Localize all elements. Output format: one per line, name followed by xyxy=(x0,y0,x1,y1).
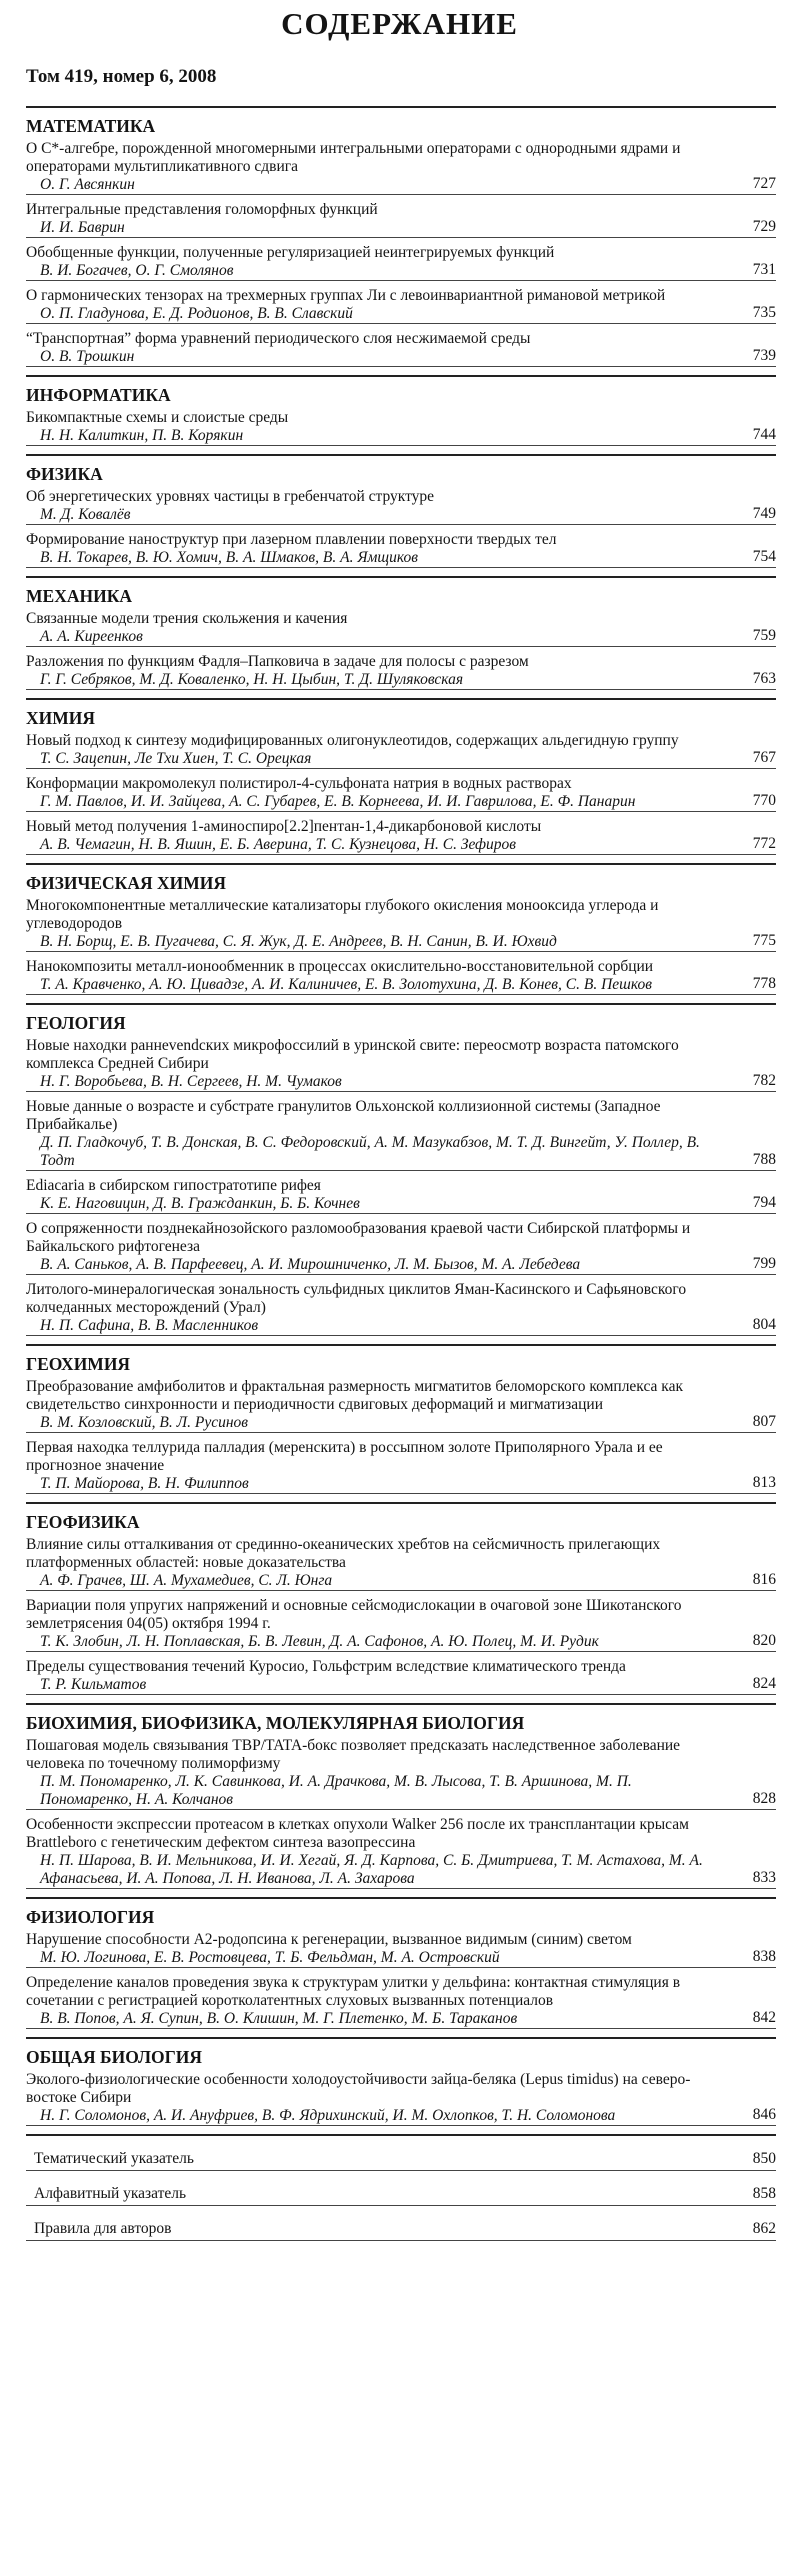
toc-entry xyxy=(26,653,776,690)
section xyxy=(26,375,776,446)
page-number: 833 xyxy=(752,1869,776,1886)
article-authors: В. Н. Борщ, Е. В. Пугачева, С. Я. Жук, Д. Е. Андреев, В. Н. Санин, В. И. Юхвид xyxy=(26,933,776,952)
toc-entry xyxy=(26,958,776,995)
section xyxy=(26,1703,776,1889)
page-number: 759 xyxy=(752,627,776,644)
page-number: 749 xyxy=(752,505,776,522)
section xyxy=(26,106,776,367)
index-label: Тематический указатель xyxy=(34,2150,194,2167)
article-title: Новый метод получения 1-аминоспиро[2.2]пентан-1,4-дикарбоновой кислоты xyxy=(26,818,542,835)
article-title: Многокомпонентные металлические катализаторы глубокого окисления монооксида углерода и углеводородов xyxy=(26,897,659,932)
article-title: О C*-алгебре, порожденной многомерными интегральными операторами с однородными ядрами и операторами мультипликативного сдвига xyxy=(26,140,681,175)
toc-entry xyxy=(26,330,776,367)
toc-entry xyxy=(26,2071,776,2126)
article-authors: Т. А. Кравченко, А. Ю. Цивадзе, А. И. Калиничев, Е. В. Золотухина, Д. В. Конев, С. В. Пешков xyxy=(26,976,776,995)
article-title: Пределы существования течений Куросио, Гольфстрим вследствие климатического тренда xyxy=(26,1658,626,1675)
section-title: ФИЗИЧЕСКАЯ ХИМИЯ xyxy=(26,873,227,893)
article-title: Обобщенные функции, полученные регуляризацией неинтегрируемых функций xyxy=(26,244,555,261)
section-title: ГЕОХИМИЯ xyxy=(26,1354,131,1374)
article-authors: К. Е. Наговицин, Д. В. Гражданкин, Б. Б. Кочнев xyxy=(26,1195,776,1214)
article-title: Нарушение способности А2-родопсина к регенерации, вызванное видимым (синим) светом xyxy=(26,1931,632,1948)
toc-entry xyxy=(26,1597,776,1652)
page-number: 731 xyxy=(752,261,776,278)
article-title: Об энергетических уровнях частицы в гребенчатой структуре xyxy=(26,488,435,505)
toc-entry xyxy=(26,1177,776,1214)
page-number: 842 xyxy=(752,2009,776,2026)
toc-entry xyxy=(26,1439,776,1494)
section-title: МАТЕМАТИКА xyxy=(26,116,156,136)
article-authors: П. М. Пономаренко, Л. К. Савинкова, И. А. Драчкова, М. В. Лысова, Т. В. Аршинова, М. П. Пономаренко, Н. А. Колчанов xyxy=(26,1773,776,1810)
toc-entry xyxy=(26,488,776,525)
article-authors: Д. П. Гладкочуб, Т. В. Донская, В. С. Федоровский, А. М. Мазукабзов, М. Т. Д. Вингейт, У. Поллер, В. Тодт xyxy=(26,1134,776,1171)
index-entry xyxy=(26,2220,776,2241)
section xyxy=(26,2037,776,2126)
section-title: МЕХАНИКА xyxy=(26,586,133,606)
article-title: Новые данные о возрасте и субстрате гранулитов Ольхонской коллизионной системы (Западное Прибайкалье) xyxy=(26,1098,661,1133)
article-title: Новый подход к синтезу модифицированных олигонуклеотидов, содержащих альдегидную группу xyxy=(26,732,679,749)
article-authors: Н. Г. Воробьева, В. Н. Сергеев, Н. М. Чумаков xyxy=(26,1073,776,1092)
article-title: О гармонических тензорах на трехмерных группах Ли с левоинвариантной римановой метрикой xyxy=(26,287,666,304)
article-title: Связанные модели трения скольжения и качения xyxy=(26,610,348,627)
toc-entry xyxy=(26,610,776,647)
page-number: 735 xyxy=(752,304,776,321)
page-number: 850 xyxy=(752,2150,776,2167)
page-number: 788 xyxy=(752,1151,776,1168)
page-number: 763 xyxy=(752,670,776,687)
index-label: Алфавитный указатель xyxy=(34,2185,187,2202)
section-title: ОБЩАЯ БИОЛОГИЯ xyxy=(26,2047,203,2067)
toc-entry xyxy=(26,1974,776,2029)
toc-entry xyxy=(26,818,776,855)
article-title: О сопряженности позднекайнозойского разломообразования краевой части Сибирской платформы и Байкальского рифтогенеза xyxy=(26,1220,691,1255)
article-title: Эколого-физиологические особенности холодоустойчивости зайца-беляка (Lepus timidus) на северо-востоке Сибири xyxy=(26,2071,691,2106)
article-title: Нанокомпозиты металл-ионообменник в процессах окислительно-восстановительной сорбции xyxy=(26,958,654,975)
article-authors: В. И. Богачев, О. Г. Смолянов xyxy=(26,262,776,281)
section-title: ФИЗИКА xyxy=(26,464,103,484)
toc-entry xyxy=(26,897,776,952)
article-authors: О. Г. Авсянкин xyxy=(26,176,776,195)
article-title: Первая находка теллурида палладия (меренскита) в россыпном золоте Приполярного Урала и ее прогнозное значение xyxy=(26,1439,663,1474)
article-title: Вариации поля упругих напряжений и основные сейсмодислокации в очаговой зоне Шикотанского землетрясения 04(05) октября 1994 г. xyxy=(26,1597,682,1632)
article-title: Литолого-минералогическая зональность сульфидных циклитов Яман-Касинского и Сафьяновского колчеданных месторождений (Урал) xyxy=(26,1281,687,1316)
page-number: 816 xyxy=(752,1571,776,1588)
page-number: 824 xyxy=(752,1675,776,1692)
article-authors: В. А. Саньков, А. В. Парфеевец, А. И. Мирошниченко, Л. М. Бызов, М. А. Лебедева xyxy=(26,1256,776,1275)
article-authors: Т. П. Майорова, В. Н. Филиппов xyxy=(26,1475,776,1494)
article-authors: В. Н. Токарев, В. Ю. Хомич, В. А. Шмаков, В. А. Ямщиков xyxy=(26,549,776,568)
toc-entry xyxy=(26,409,776,446)
article-authors: М. Д. Ковалёв xyxy=(26,506,776,525)
page-number: 862 xyxy=(752,2220,776,2237)
page-number: 804 xyxy=(752,1316,776,1333)
page-number: 754 xyxy=(752,548,776,565)
page-number: 767 xyxy=(752,749,776,766)
section-title: ХИМИЯ xyxy=(26,708,96,728)
article-authors: Г. М. Павлов, И. И. Зайцева, А. С. Губарев, Е. В. Корнеева, И. И. Гаврилова, Е. Ф. Панарин xyxy=(26,793,776,812)
index-entry xyxy=(26,2150,776,2171)
article-authors: Т. К. Злобин, Л. Н. Поплавская, Б. В. Левин, Д. А. Сафонов, А. Ю. Полец, М. И. Рудик xyxy=(26,1633,776,1652)
contents-list xyxy=(26,106,776,2255)
article-title: “Транспортная” форма уравнений периодического слоя несжимаемой среды xyxy=(26,330,531,347)
article-authors: Н. П. Шарова, В. И. Мельникова, И. И. Хегай, Я. Д. Карпова, С. Б. Дмитриева, Т. М. Астахова, М. А. Афанасьева, И. А. Попова, Л. Н. Иванова, Л. А. Захарова xyxy=(26,1852,776,1889)
section-title: ГЕОЛОГИЯ xyxy=(26,1013,126,1033)
page-number: 778 xyxy=(752,975,776,992)
section xyxy=(26,1897,776,2029)
article-authors: О. В. Трошкин xyxy=(26,348,776,367)
issue-info: Том 419, номер 6, 2008 xyxy=(26,66,217,87)
article-title: Определение каналов проведения звука к структурам улитки у дельфина: контактная стимуляция в сочетании с регистрацией коротколатентных слуховых вызванных потенциалов xyxy=(26,1974,681,2009)
page-number: 828 xyxy=(752,1790,776,1807)
page-number: 820 xyxy=(752,1632,776,1649)
article-title: Особенности экспрессии протеасом в клетках опухоли Walker 256 после их трансплантации крысам Brattleboro с генетическим дефектом синтеза вазопрессина xyxy=(26,1816,689,1851)
index-label: Правила для авторов xyxy=(34,2220,172,2237)
article-title: Ediacaria в сибирском гипостратотипе рифея xyxy=(26,1177,321,1194)
toc-entry xyxy=(26,1536,776,1591)
toc-entry xyxy=(26,1378,776,1433)
index-entry xyxy=(26,2185,776,2206)
page-number: 794 xyxy=(752,1194,776,1211)
article-authors: А. Ф. Грачев, Ш. А. Мухамедиев, С. Л. Юнга xyxy=(26,1572,776,1591)
article-title: Бикомпактные схемы и слоистые среды xyxy=(26,409,289,426)
article-authors: А. А. Киреенков xyxy=(26,628,776,647)
page-number: 729 xyxy=(752,218,776,235)
page-number: 799 xyxy=(752,1255,776,1272)
article-authors: Т. Р. Кильматов xyxy=(26,1676,776,1695)
section xyxy=(26,1344,776,1494)
page-number: 744 xyxy=(752,426,776,443)
article-authors: Н. Г. Соломонов, А. И. Ануфриев, В. Ф. Ядрихинский, И. М. Охлопков, Т. Н. Соломонова xyxy=(26,2107,776,2126)
section xyxy=(26,1502,776,1695)
article-title: Влияние силы отталкивания от срединно-океанических хребтов на сейсмичность прилегающих платформенных областей: новые доказательства xyxy=(26,1536,661,1571)
toc-entry xyxy=(26,1658,776,1695)
toc-entry xyxy=(26,1931,776,1968)
page-number: 770 xyxy=(752,792,776,809)
article-authors: И. И. Баврин xyxy=(26,219,776,238)
article-title: Пошаговая модель связывания TBP/TATA-бокс позволяет предсказать наследственное заболевание человека по точечному полиморфизму xyxy=(26,1737,681,1772)
page-number: 838 xyxy=(752,1948,776,1965)
toc-entry xyxy=(26,531,776,568)
article-title: Формирование наноструктур при лазерном плавлении поверхности твердых тел xyxy=(26,531,557,548)
page-number: 772 xyxy=(752,835,776,852)
toc-entry xyxy=(26,287,776,324)
toc-entry xyxy=(26,140,776,195)
page-number: 739 xyxy=(752,347,776,364)
page-title: СОДЕРЖАНИЕ xyxy=(281,6,518,41)
toc-entry xyxy=(26,732,776,769)
page-number: 858 xyxy=(752,2185,776,2202)
article-title: Новые находки раннevendских микрофоссилий в уринской свите: переосмотр возраста патомского комплекса Средней Сибири xyxy=(26,1037,679,1072)
toc-entry xyxy=(26,244,776,281)
article-authors: Н. Н. Калиткин, П. В. Корякин xyxy=(26,427,776,446)
section xyxy=(26,576,776,690)
toc-entry xyxy=(26,1816,776,1889)
toc-entry xyxy=(26,1037,776,1092)
article-title: Интегральные представления голоморфных функций xyxy=(26,201,378,218)
article-title: Разложения по функциям Фадля–Папковича в задаче для полосы с разрезом xyxy=(26,653,529,670)
toc-entry xyxy=(26,1098,776,1171)
page-number: 727 xyxy=(752,175,776,192)
article-authors: Г. Г. Себряков, М. Д. Коваленко, Н. Н. Цыбин, Т. Д. Шуляковская xyxy=(26,671,776,690)
page-number: 782 xyxy=(752,1072,776,1089)
article-authors: А. В. Чемагин, Н. В. Яшин, Е. Б. Аверина, Т. С. Кузнецова, Н. С. Зефиров xyxy=(26,836,776,855)
page-number: 846 xyxy=(752,2106,776,2123)
section-title: ИНФОРМАТИКА xyxy=(26,385,171,405)
toc-entry xyxy=(26,1281,776,1336)
section-title: ГЕОФИЗИКА xyxy=(26,1512,140,1532)
section-title: БИОХИМИЯ, БИОФИЗИКА, МОЛЕКУЛЯРНАЯ БИОЛОГИЯ xyxy=(26,1713,525,1733)
article-authors: В. В. Попов, А. Я. Супин, В. О. Клишин, М. Г. Плетенко, М. Б. Тараканов xyxy=(26,2010,776,2029)
toc-entry xyxy=(26,1737,776,1810)
toc-entry xyxy=(26,1220,776,1275)
article-authors: М. Ю. Логинова, Е. В. Ростовцева, Т. Б. Фельдман, М. А. Островский xyxy=(26,1949,776,1968)
article-authors: В. М. Козловский, В. Л. Русинов xyxy=(26,1414,776,1433)
section xyxy=(26,454,776,568)
page-number: 775 xyxy=(752,932,776,949)
section xyxy=(26,698,776,855)
toc-entry xyxy=(26,775,776,812)
page-number: 813 xyxy=(752,1474,776,1491)
article-authors: Н. П. Сафина, В. В. Масленников xyxy=(26,1317,776,1336)
article-authors: О. П. Гладунова, Е. Д. Родионов, В. В. Славский xyxy=(26,305,776,324)
section-title: ФИЗИОЛОГИЯ xyxy=(26,1907,155,1927)
section xyxy=(26,1003,776,1336)
article-authors: Т. С. Зацепин, Ле Тхи Хиен, Т. С. Орецкая xyxy=(26,750,776,769)
index-section xyxy=(26,2134,776,2241)
toc-entry xyxy=(26,201,776,238)
article-title: Конформации макромолекул полистирол-4-сульфоната натрия в водных растворах xyxy=(26,775,572,792)
page-number: 807 xyxy=(752,1413,776,1430)
section xyxy=(26,863,776,995)
article-title: Преобразование амфиболитов и фрактальная размерность мигматитов беломорского комплекса как свидетельство синхронности и периодичности сдвиговых деформаций и мигматизации xyxy=(26,1378,683,1413)
